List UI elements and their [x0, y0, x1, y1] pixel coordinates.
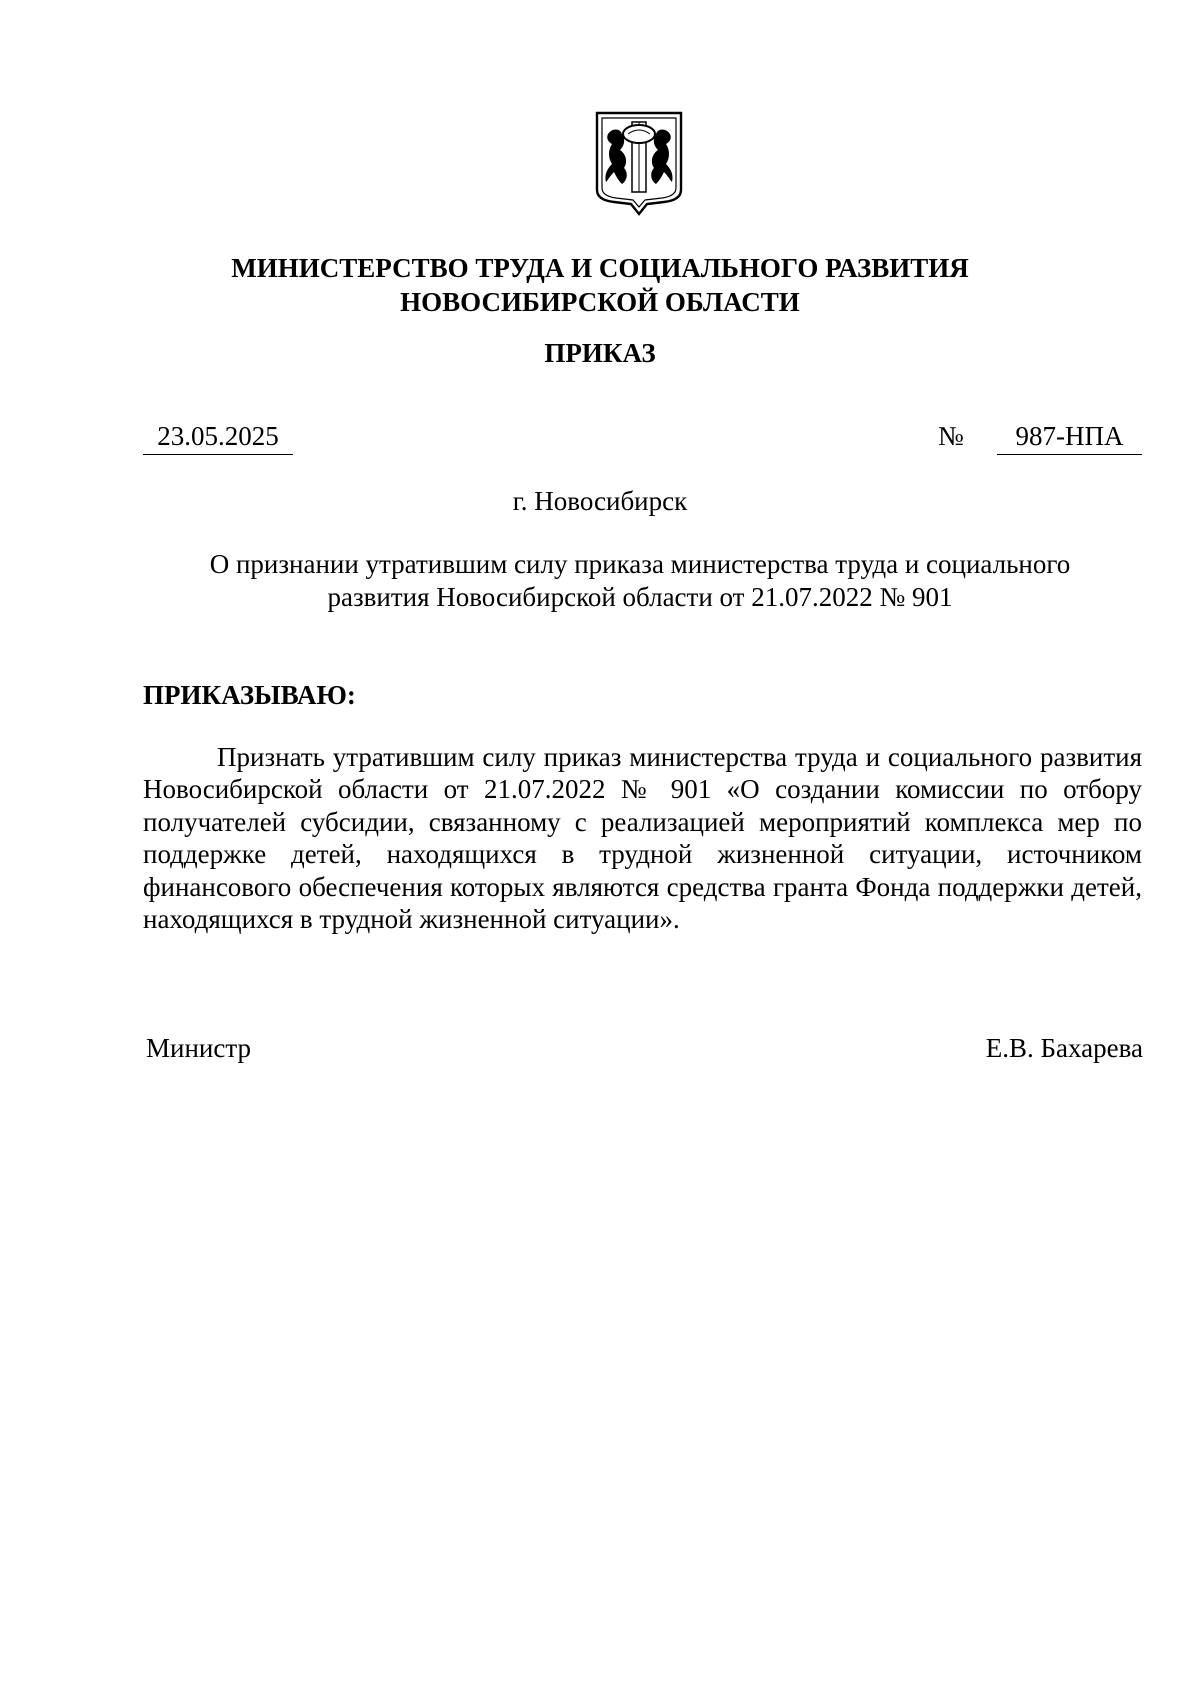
document-title-line1: О признании утратившим силу приказа министерства труда и социального	[209, 549, 1071, 579]
document-type: ПРИКАЗ	[544, 338, 656, 368]
signatory-position: Министр	[146, 1033, 251, 1063]
document-number: 987-НПА	[997, 420, 1142, 455]
document-title	[160, 548, 1120, 614]
document-title-line2: развития Новосибирской области от 21.07.2022 № 901	[327, 582, 953, 612]
organization-name-line1: МИНИСТЕРСТВО ТРУДА И СОЦИАЛЬНОГО РАЗВИТИЯ	[231, 253, 969, 283]
city: г. Новосибирск	[512, 486, 688, 516]
organization-name-line2: НОВОСИБИРСКОЙ ОБЛАСТИ	[400, 287, 800, 317]
order-paragraph: Признать утратившим силу приказ министерства труда и социального развития Новосибирской области от 21.07.2022 № 901 «О создании комиссии по отбору получателей субсидии, связанному с реализацией мероприятий комплекса мер по поддержке детей, находящихся в трудной жизненной ситуации, источником финансового обеспечения которых являются средства гранта Фонда поддержки детей, находящихся в трудной жизненной ситуации».	[143, 742, 1142, 935]
order-heading: ПРИКАЗЫВАЮ:	[143, 680, 356, 710]
document-date: 23.05.2025	[143, 420, 293, 455]
coat-of-arms-icon	[594, 110, 684, 218]
signatory-name: Е.В. Бахарева	[985, 1033, 1143, 1063]
number-sign: №	[938, 421, 964, 451]
